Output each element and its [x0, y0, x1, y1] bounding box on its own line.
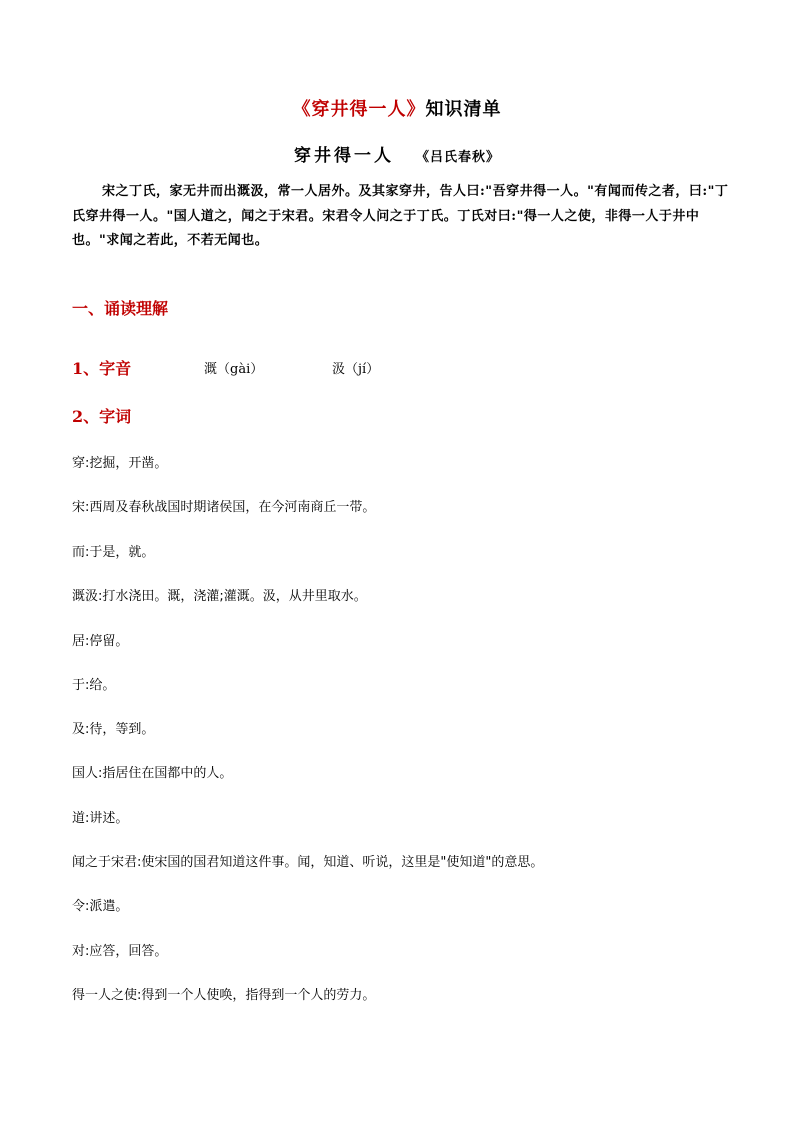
passage-title: 穿井得一人 — [293, 146, 394, 166]
section-heading-reading: 一、诵读理解 — [72, 299, 169, 318]
vocab-entry: 国人:指居住在国都中的人。 — [72, 766, 233, 781]
vocab-entry: 道:讲述。 — [72, 811, 129, 826]
pronunciation-heading: 1、字音 — [72, 359, 132, 378]
title-book-name: 《穿井得一人》 — [292, 99, 426, 120]
vocab-entry: 及:待，等到。 — [72, 722, 155, 737]
vocab-entry: 居:停留。 — [72, 634, 129, 649]
vocab-entry: 宋:西周及春秋战国时期诸侯国，在今河南商丘一带。 — [72, 500, 376, 515]
vocab-heading: 2、字词 — [72, 407, 132, 426]
page-title — [0, 95, 794, 121]
vocab-entry: 闻之于宋君:使宋国的国君知道这件事。闻，知道、听说，这里是"使知道"的意思。 — [72, 855, 544, 870]
vocab-entry: 溉汲:打水浇田。溉，浇灌;灌溉。汲，从井里取水。 — [72, 589, 367, 604]
passage-source: 《吕氏春秋》 — [415, 150, 500, 165]
vocab-entry: 于:给。 — [72, 678, 116, 693]
vocab-entry: 穿:挖掘，开凿。 — [72, 456, 168, 471]
pronunciation-item: 汲（jí） — [332, 362, 380, 377]
passage-text: 宋之丁氏，家无井而出溉汲，常一人居外。及其家穿井，告人曰:"吾穿井得一人。"有闻而传之者，曰:"丁氏穿井得一人。"国人道之，闻之于宋君。宋君令人问之于丁氏。丁氏对曰:"得一人之使，非得一人于井中也。"求闻之若此，不若无闻也。 — [72, 184, 729, 248]
vocab-entry: 而:于是，就。 — [72, 545, 155, 560]
title-suffix: 知识清单 — [425, 99, 502, 120]
pronunciation-item: 溉（gài） — [204, 362, 264, 377]
vocab-entry: 令:派遣。 — [72, 899, 129, 914]
vocab-entry: 得一人之使:得到一个人使唤，指得到一个人的劳力。 — [72, 988, 376, 1003]
passage-heading — [0, 141, 794, 166]
vocab-entry: 对:应答，回答。 — [72, 944, 168, 959]
